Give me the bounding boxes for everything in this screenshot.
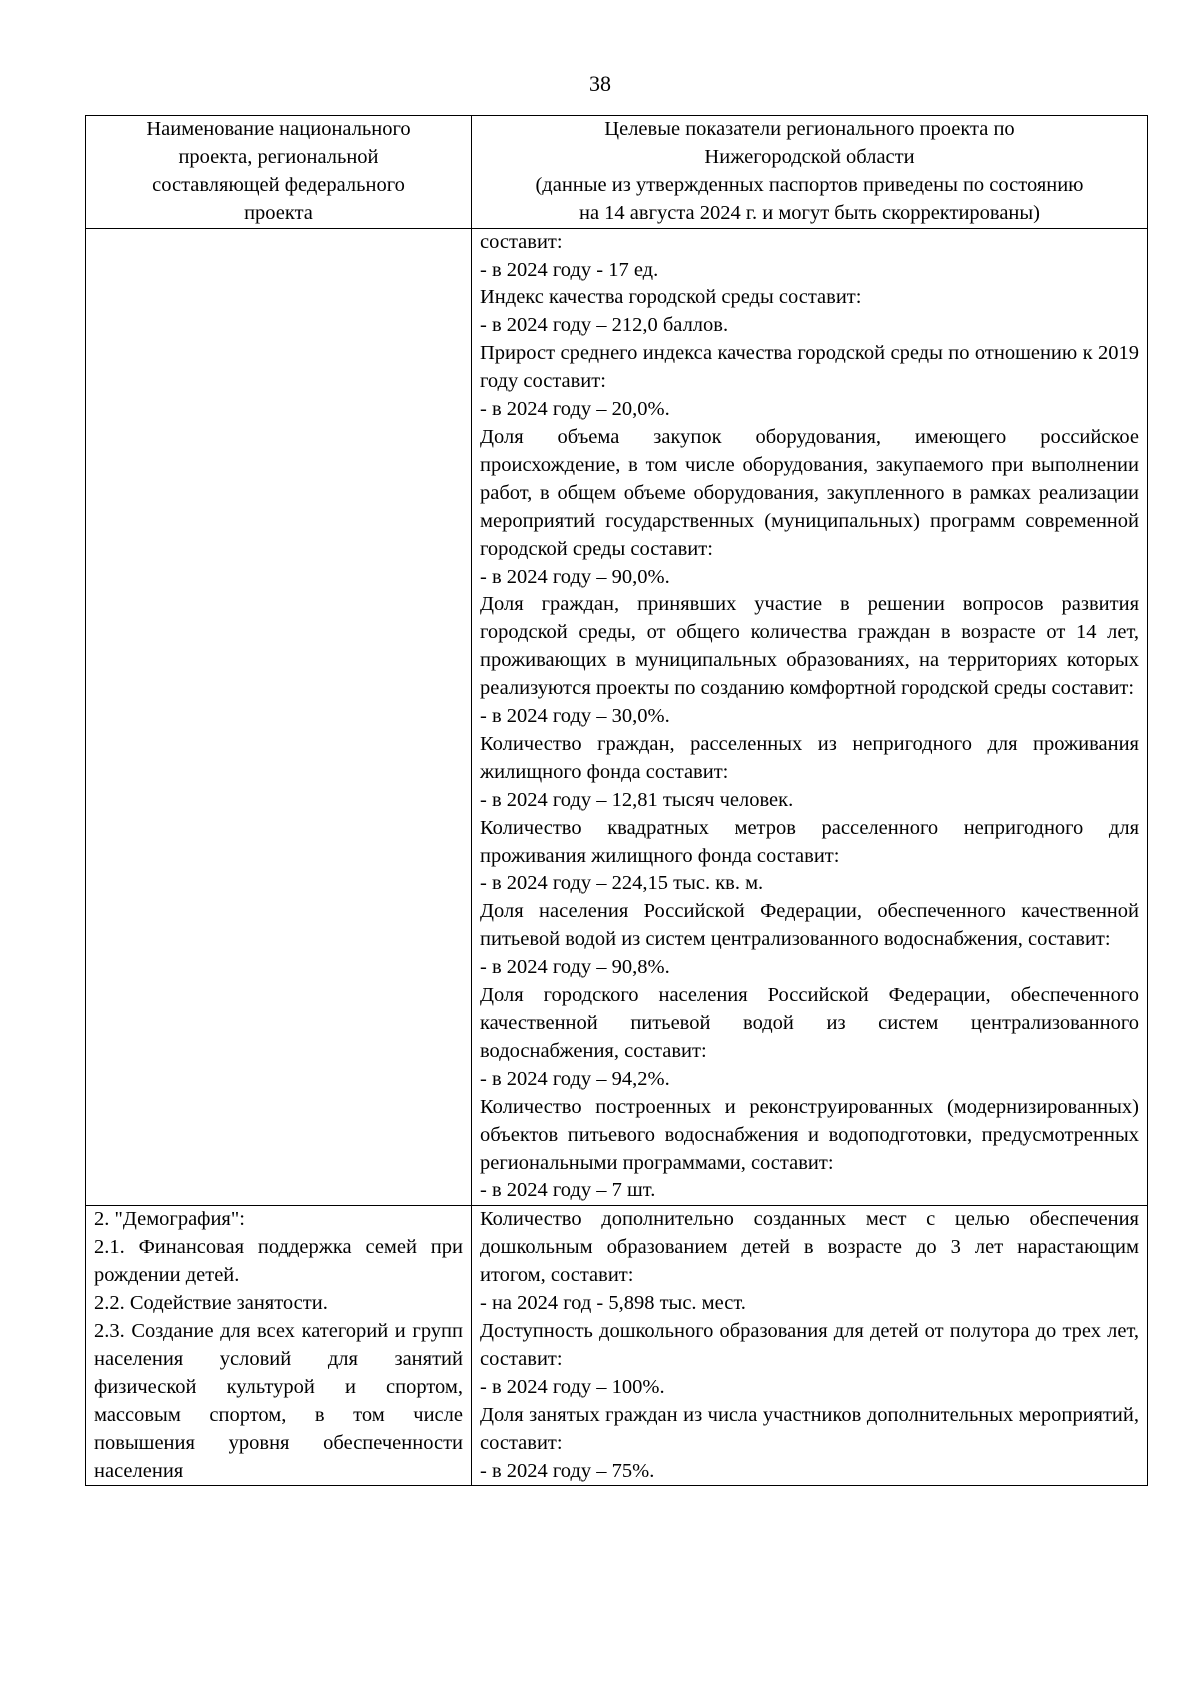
indicator-text: Прирост среднего индекса качества городской среды по отношению к 2019 году составит:	[480, 342, 1139, 393]
header-line: проекта, региональной	[178, 145, 379, 168]
indicator-text: Доля занятых граждан из числа участников дополнительных мероприятий, составит:	[480, 1403, 1139, 1454]
project-item: 2.1. Финансовая поддержка семей при рождении детей.	[94, 1236, 463, 1287]
indicator-value: - в 2024 году – 75%.	[480, 1459, 655, 1482]
project-item: 2.3. Создание для всех категорий и групп населения условий для занятий физической культурой и спортом, массовым спортом, в том числе повышения уровня обеспеченности населения	[94, 1319, 463, 1482]
cell-indicators	[472, 228, 1148, 1206]
header-target-indicators	[472, 116, 1148, 229]
header-line: Нижегородской области	[704, 145, 915, 168]
header-national-project	[86, 116, 472, 229]
indicator-value: - в 2024 году – 90,0%.	[480, 565, 670, 588]
indicator-value: - в 2024 году – 100%.	[480, 1375, 665, 1398]
indicator-text: Доля объема закупок оборудования, имеющего российское происхождение, в том числе оборудования, закупаемого при выполнении работ, в общем объеме оборудования, закупленного в рамках реализации мероприятий государственных (муниципальных) программ современной городской среды составит:	[480, 425, 1139, 560]
header-line: на 14 августа 2024 г. и могут быть скорректированы)	[578, 201, 1041, 224]
header-line: проекта	[244, 201, 313, 224]
page-number: 38	[589, 71, 611, 96]
indicator-text: Количество квадратных метров расселенного непригодного для проживания жилищного фонда составит:	[480, 816, 1139, 867]
indicator-value: - на 2024 год - 5,898 тыс. мест.	[480, 1292, 746, 1315]
indicator-text: Индекс качества городской среды составит:	[480, 286, 862, 309]
indicator-text: Доля населения Российской Федерации, обеспеченного качественной питьевой водой из систем централизованного водоснабжения, составит:	[480, 900, 1139, 951]
indicator-value: - в 2024 году – 212,0 баллов.	[480, 314, 729, 337]
table-header-row	[86, 116, 1148, 229]
indicator-text: Количество дополнительно созданных мест с целью обеспечения дошкольным образованием детей в возрасте до 3 лет нарастающим итогом, составит:	[480, 1208, 1139, 1287]
indicators-table	[85, 115, 1148, 1486]
cell-project-name	[86, 228, 472, 1206]
indicator-text: Количество граждан, расселенных из непригодного для проживания жилищного фонда составит:	[480, 732, 1139, 783]
indicator-value: - в 2024 году – 94,2%.	[480, 1067, 670, 1090]
indicator-value: - в 2024 году – 30,0%.	[480, 705, 670, 728]
indicator-value: - в 2024 году – 90,8%.	[480, 956, 670, 979]
indicator-value: - в 2024 году – 20,0%.	[480, 398, 670, 421]
table-row	[86, 1206, 1148, 1486]
indicator-text: составит:	[480, 230, 563, 253]
cell-indicators	[472, 1206, 1148, 1486]
project-item: 2.2. Содействие занятости.	[94, 1292, 328, 1315]
table-row	[86, 228, 1148, 1206]
indicator-text: Доступность дошкольного образования для детей от полутора до трех лет, составит:	[480, 1319, 1139, 1370]
cell-project-name	[86, 1206, 472, 1486]
header-line: Целевые показатели регионального проекта по	[604, 118, 1015, 140]
indicator-text: Количество построенных и реконструированных (модернизированных) объектов питьевого водоснабжения и водоподготовки, предусмотренных региональными программами, составит:	[480, 1095, 1139, 1174]
project-title: 2. "Демография":	[94, 1208, 245, 1231]
indicator-value: - в 2024 году – 224,15 тыс. кв. м.	[480, 872, 764, 895]
indicator-text: Доля граждан, принявших участие в решении вопросов развития городской среды, от общего количества граждан в возрасте от 14 лет, проживающих в муниципальных образованиях, на территориях которых реализуются проекты по созданию комфортной городской среды составит:	[480, 593, 1139, 700]
indicator-value: - в 2024 году - 17 ед.	[480, 258, 659, 281]
header-line: (данные из утвержденных паспортов приведены по состоянию	[535, 173, 1084, 196]
header-line: составляющей федерального	[152, 173, 405, 196]
header-line: Наименование национального	[146, 118, 411, 140]
indicator-value: - в 2024 году – 7 шт.	[480, 1179, 656, 1202]
indicator-text: Доля городского населения Российской Федерации, обеспеченного качественной питьевой водой из систем централизованного водоснабжения, составит:	[480, 984, 1139, 1062]
indicator-value: - в 2024 году – 12,81 тысяч человек.	[480, 788, 794, 811]
